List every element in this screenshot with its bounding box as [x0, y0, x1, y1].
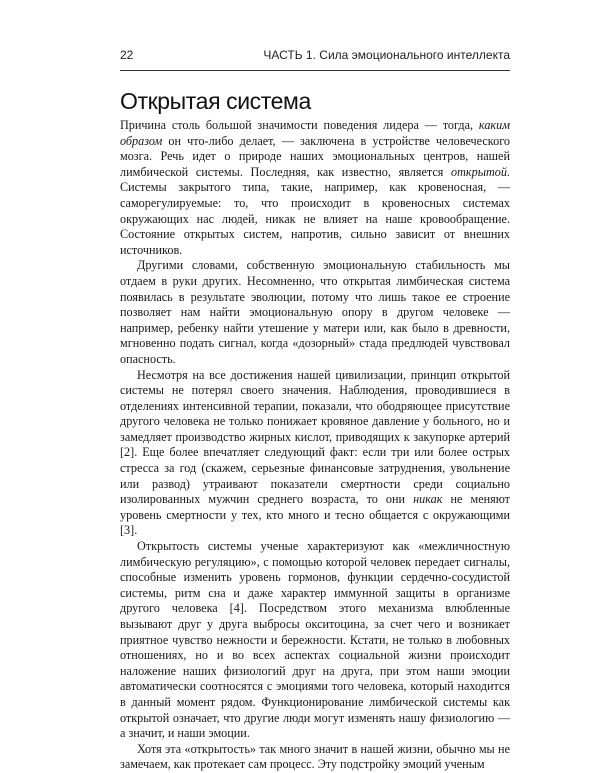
page-number: 22	[120, 48, 134, 62]
paragraph-4: Открытость системы ученые характеризуют как «межличностную лимбическую регуляцию», с помощью которой человек передает сигналы, способные изменить уровень гормонов, функции сердечно-сосудистой системы, ритм сна и даже характер иммунной защиты в организме другого человека [4]. Посредством этого механизма влюбленные вызывают друг у друга выбросы окситоцина, за счет чего и возникает приятное чувство нежности и бережности. Кстати, не только в любовных отношениях, но и во всех аспектах социальной жизни происходит наложение наших физиологий друг на друга, при этом наши эмоции автоматически соотносятся с эмоциями того человека, который находится в данный момент рядом. Функционирование лимбической системы как открытой означает, что другие люди могут изменять нашу физиологию — а значит, и наши эмоции.	[120, 539, 510, 741]
running-title: ЧАСТЬ 1. Сила эмоционального интеллекта	[263, 48, 510, 62]
body-text	[120, 118, 510, 773]
paragraph-3: Несмотря на все достижения нашей цивилизации, принцип открытой системы не потерял своего значения. Наблюдения, проводившиеся в отделениях интенсивной терапии, показали, что ободряющее присутствие другого человека не только понижает кровяное давление у больного, но и замедляет производство жирных кислот, приводящих к закупорке артерий [2]. Еще более впечатляет следующий факт: если три или более острых стресса за год (скажем, серьезные финансовые затруднения, увольнение или развод) утраивают показатели смертности среди социально изолированных мужчин среднего возраста, то они никак не меняют уровень смертности у тех, кто много и тесно общается с окружающими [3].	[120, 367, 511, 538]
running-header	[120, 48, 510, 62]
paragraph-2: Другими словами, собственную эмоциональную стабильность мы отдаем в руки других. Несомненно, что открытая лимбическая система появилась в результате эволюции, потому что лишь такое ее строение позволяет нам найти эмоциональную опору в другом человеке — например, ребенку найти утешение у матери или, как было в древности, мгновенно подать сигнал, когда «дозорный» стада предлюдей чувствовал опасность.	[120, 258, 510, 366]
section-title: Открытая система	[120, 88, 311, 114]
header-rule	[120, 70, 510, 71]
paragraph-1: Причина столь большой значимости поведения лидера — тогда, каким образом он что-либо делает, — заключена в устройстве человеческого мозга. Речь идет о природе наших эмоциональных центров, нашей лимбической системы. Последняя, как известно, является открытой. Системы закрытого типа, такие, например, как кровеносная, — саморегулируемые: то, что происходит в кровеносных системах окружающих нас людей, никак не влияет на наше кровообращение. Состояние открытых систем, напротив, сильно зависит от внешних источников.	[120, 118, 510, 257]
paragraph-5: Хотя эта «открытость» так много значит в нашей жизни, обычно мы не замечаем, как протекает сам процесс. Эту подстройку эмоций ученым	[120, 741, 510, 772]
